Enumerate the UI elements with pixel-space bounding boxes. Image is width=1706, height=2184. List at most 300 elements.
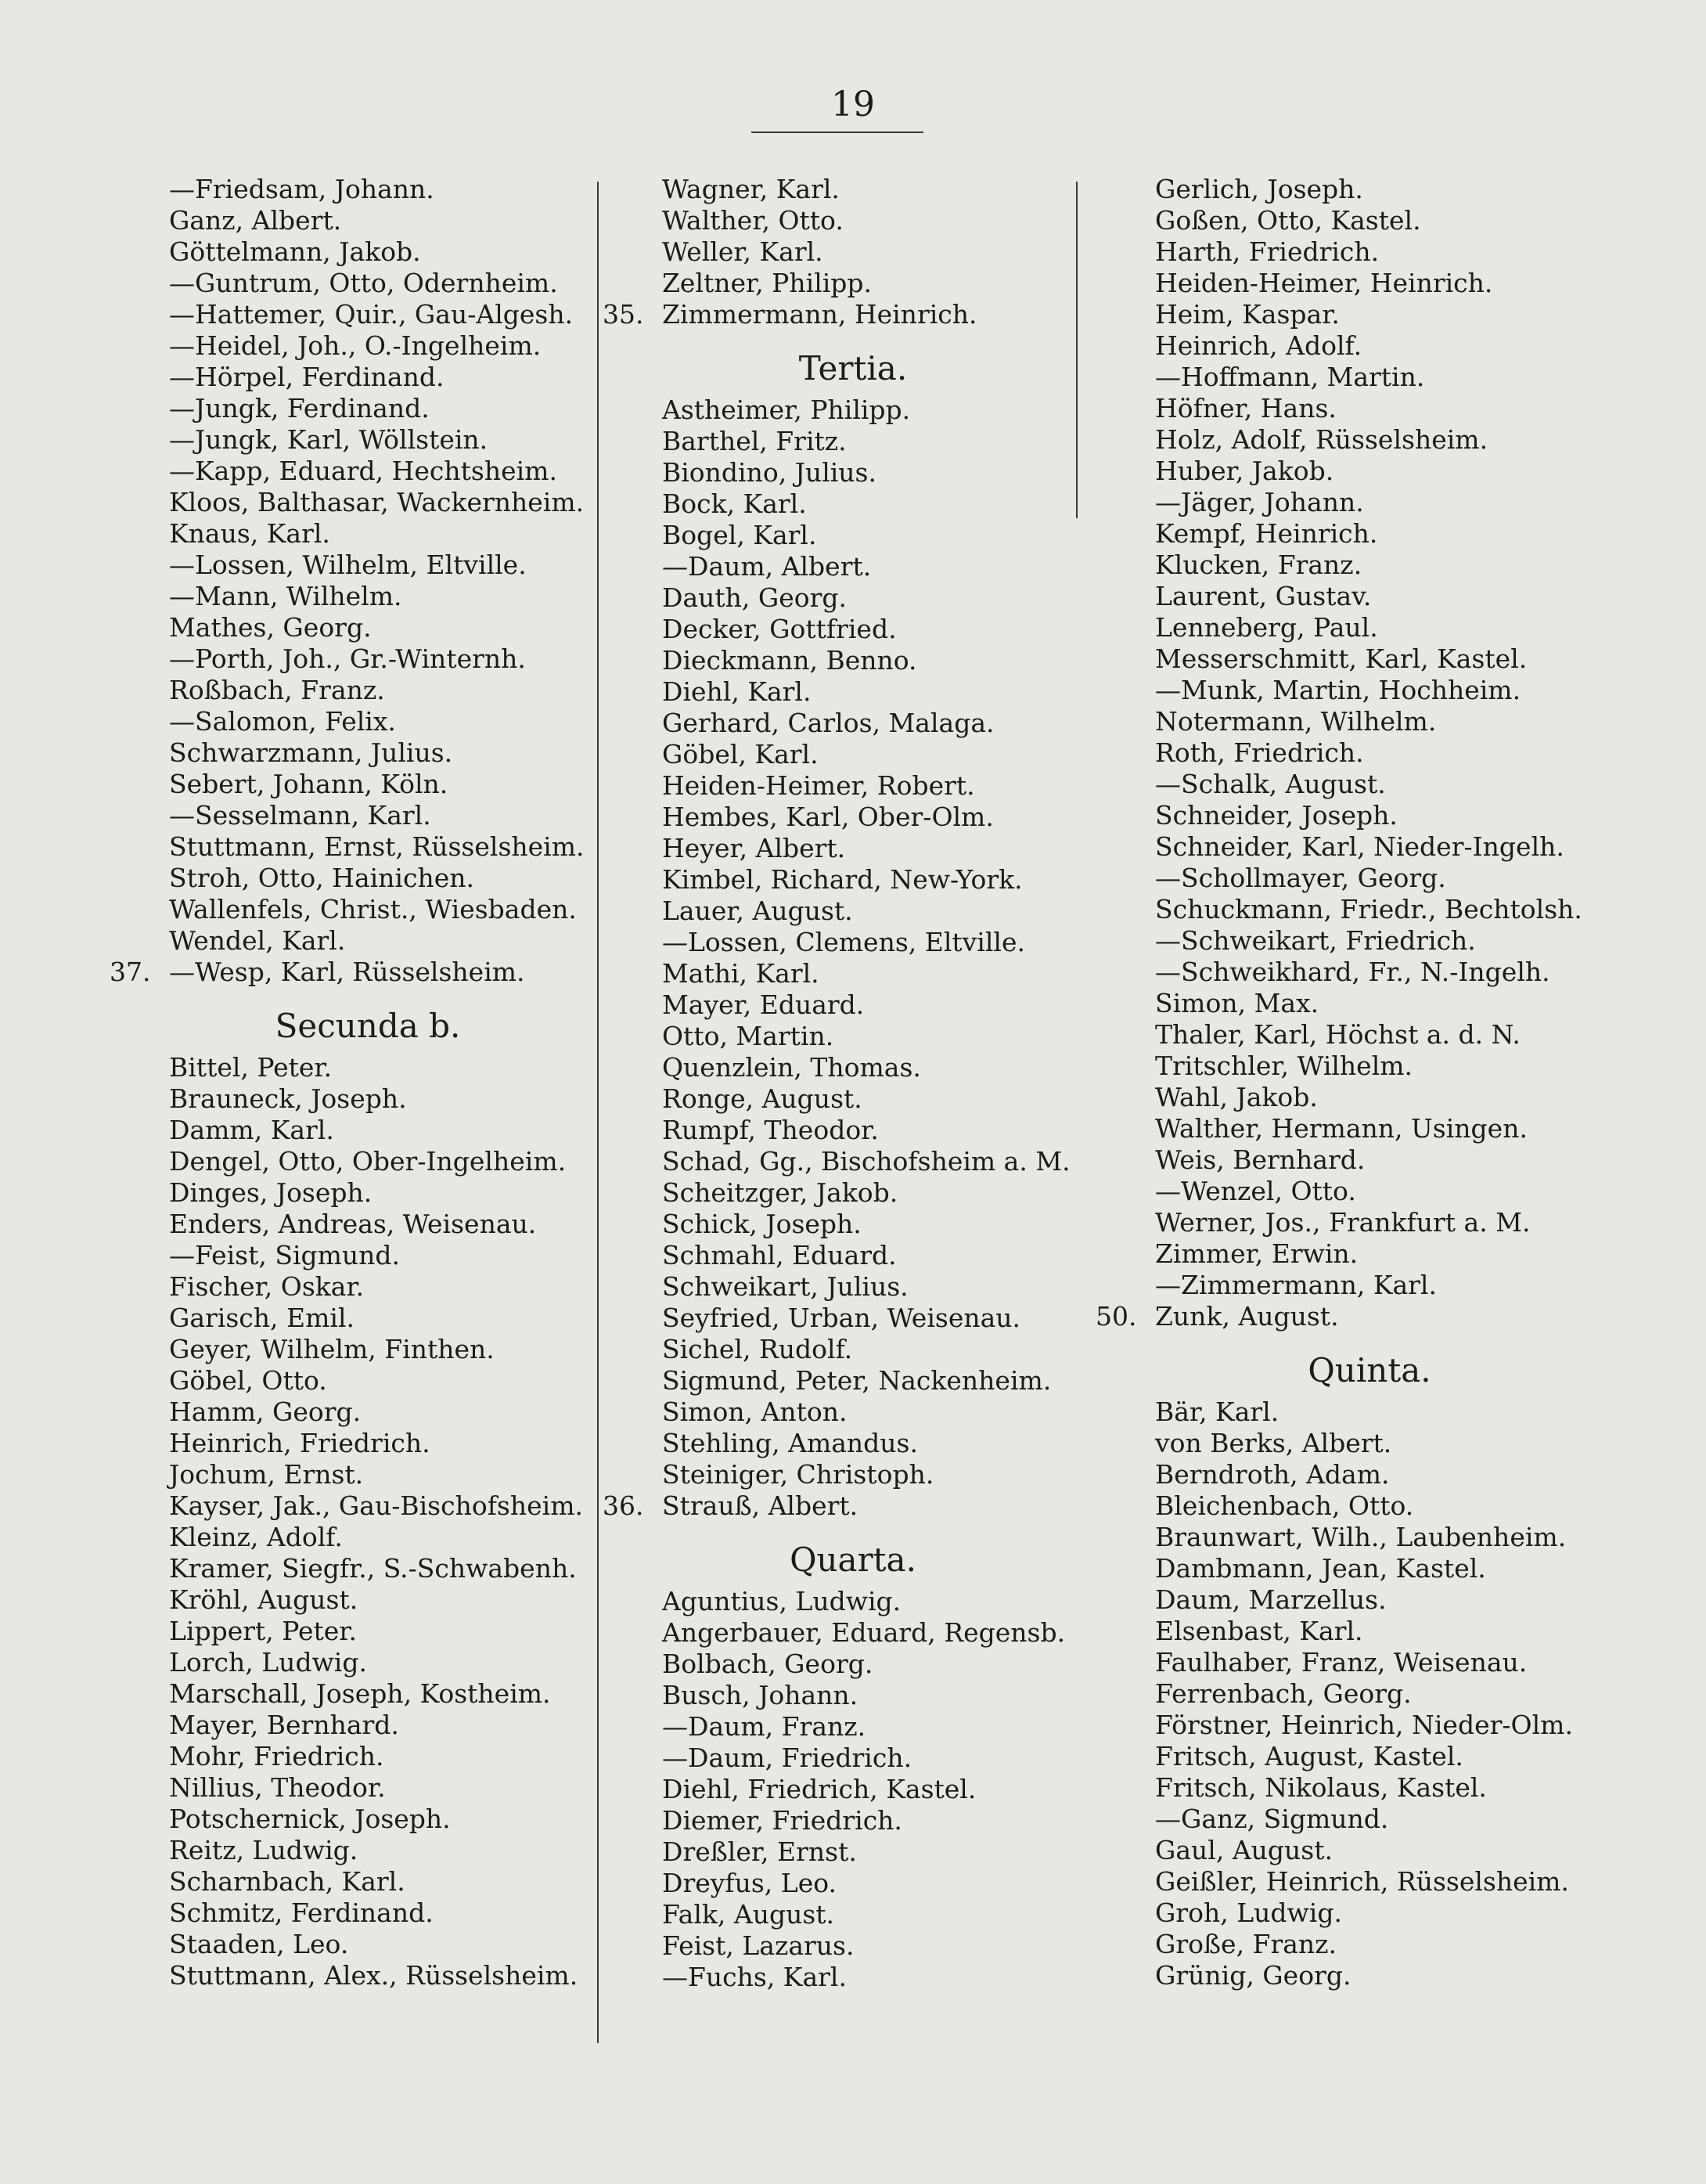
list-item	[603, 205, 1072, 236]
list-item	[110, 1459, 595, 1490]
list-item	[603, 708, 1072, 739]
list-item	[603, 1805, 1072, 1836]
list-item	[110, 1209, 595, 1240]
entry-name: Schmitz, Ferdinand.	[169, 1897, 434, 1928]
list-item	[603, 1303, 1072, 1334]
entry-name: —Schalk, August.	[1155, 769, 1386, 799]
entry-name: Thaler, Karl, Höchst a. d. N.	[1155, 1019, 1521, 1050]
entry-name: Klucken, Franz.	[1155, 550, 1362, 580]
entry-name: Roth, Friedrich.	[1155, 737, 1364, 768]
list-item	[1096, 1866, 1612, 1897]
list-item	[1096, 769, 1612, 800]
list-item	[110, 1553, 595, 1584]
entry-name: Bolbach, Georg.	[662, 1649, 873, 1679]
entry-name: von Berks, Albert.	[1155, 1428, 1392, 1458]
list-item	[603, 1052, 1072, 1083]
entry-name: Bittel, Peter.	[169, 1052, 333, 1083]
list-item	[603, 520, 1072, 551]
list-item	[1096, 1428, 1612, 1459]
entry-name: Mathes, Georg.	[169, 612, 372, 643]
list-item	[1096, 988, 1612, 1019]
list-item	[603, 236, 1072, 268]
entry-name: Weller, Karl.	[662, 236, 823, 267]
list-item	[603, 1146, 1072, 1177]
entry-name: Bock, Karl.	[662, 488, 807, 519]
entry-name: Heim, Kaspar.	[1155, 299, 1340, 330]
list-item	[603, 457, 1072, 488]
list-item	[603, 676, 1072, 708]
list-item	[603, 1680, 1072, 1711]
list-item	[603, 395, 1072, 426]
entry-name: Groh, Ludwig.	[1155, 1897, 1342, 1928]
list-item	[110, 1052, 595, 1083]
list-item	[1096, 863, 1612, 894]
list-item	[110, 1678, 595, 1710]
entry-name: —Zimmermann, Karl.	[1155, 1270, 1437, 1300]
entry-name: Angerbauer, Eduard, Regensb.	[662, 1617, 1066, 1648]
entry-name: —Hörpel, Ferdinand.	[169, 362, 444, 392]
entry-name: Fischer, Oskar.	[169, 1271, 365, 1302]
entry-name: Huber, Jakob.	[1155, 456, 1334, 486]
list-item	[110, 675, 595, 706]
entry-name: —Jungk, Ferdinand.	[169, 393, 430, 423]
entry-name: —Jungk, Karl, Wöllstein.	[169, 424, 488, 455]
list-item	[110, 1772, 595, 1804]
entry-name: Holz, Adolf, Rüsselsheim.	[1155, 424, 1488, 455]
entry-name: Kayser, Jak., Gau-Bischofsheim.	[169, 1490, 583, 1521]
list-item	[110, 1365, 595, 1397]
list-item	[603, 896, 1072, 927]
list-item	[603, 1365, 1072, 1397]
entry-name: Hamm, Georg.	[169, 1397, 362, 1427]
entry-name: Diehl, Friedrich, Kastel.	[662, 1774, 977, 1804]
list-item	[1096, 1678, 1612, 1710]
entry-name: Gerlich, Joseph.	[1155, 174, 1363, 204]
list-item	[1096, 1772, 1612, 1804]
list-item	[110, 205, 595, 236]
entry-name: Sebert, Johann, Köln.	[169, 769, 448, 799]
entry-name: Reitz, Ludwig.	[169, 1835, 358, 1865]
list-item	[1096, 957, 1612, 988]
list-item	[603, 739, 1072, 770]
list-item	[603, 1962, 1072, 1993]
entry-name: Wallenfels, Christ., Wiesbaden.	[169, 894, 577, 924]
entry-name: Lippert, Peter.	[169, 1616, 357, 1646]
entry-name: Astheimer, Philipp.	[662, 395, 911, 425]
list-item	[603, 299, 1072, 330]
list-item	[110, 769, 595, 800]
list-item	[1096, 424, 1612, 456]
list-item	[110, 236, 595, 268]
entry-name: Dauth, Georg.	[662, 582, 848, 613]
entry-name: —Daum, Albert.	[662, 551, 872, 582]
entry-name: Stehling, Amandus.	[662, 1428, 918, 1458]
entry-name: Zeltner, Philipp.	[662, 268, 873, 298]
entry-name: Enders, Andreas, Weisenau.	[169, 1209, 537, 1239]
list-item	[1096, 581, 1612, 612]
entry-name: Kramer, Siegfr., S.-Schwabenh.	[169, 1553, 577, 1584]
list-item	[603, 1899, 1072, 1930]
list-item	[1096, 706, 1612, 737]
list-item	[1096, 1051, 1612, 1082]
list-item	[603, 1021, 1072, 1052]
list-item	[603, 1428, 1072, 1459]
entry-name: Schad, Gg., Bischofsheim a. M.	[662, 1146, 1071, 1177]
list-item	[110, 268, 595, 299]
list-item	[110, 831, 595, 863]
entry-name: Wahl, Jakob.	[1155, 1082, 1318, 1112]
list-item	[1096, 1522, 1612, 1553]
list-item	[1096, 1082, 1612, 1113]
entry-name: Roßbach, Franz.	[169, 675, 385, 705]
list-item	[603, 958, 1072, 989]
list-item	[110, 393, 595, 424]
entry-name: Tritschler, Wilhelm.	[1155, 1051, 1413, 1081]
list-item	[1096, 737, 1612, 769]
page-number: 19	[831, 85, 875, 124]
list-item	[1096, 1019, 1612, 1051]
list-item	[1096, 1397, 1612, 1428]
list-item	[603, 1649, 1072, 1680]
entry-name: Dieckmann, Benno.	[662, 645, 917, 676]
entry-name: —Lossen, Clemens, Eltville.	[662, 927, 1025, 957]
entry-name: Sigmund, Peter, Nackenheim.	[662, 1365, 1052, 1396]
list-item	[1096, 1960, 1612, 1991]
entry-name: Laurent, Gustav.	[1155, 581, 1372, 611]
entry-name: Schneider, Joseph.	[1155, 800, 1398, 831]
entry-name: Große, Franz.	[1155, 1929, 1337, 1959]
entry-name: Dreßler, Ernst.	[662, 1836, 857, 1867]
entry-name: Jochum, Ernst.	[169, 1459, 364, 1490]
entry-name: Bleichenbach, Otto.	[1155, 1490, 1414, 1521]
entry-name: Mayer, Eduard.	[662, 989, 865, 1020]
column-divider-left	[597, 182, 599, 2043]
entry-name: —Lossen, Wilhelm, Eltville.	[169, 550, 527, 580]
entry-name: Heinrich, Adolf.	[1155, 330, 1362, 361]
list-item	[110, 518, 595, 550]
list-item	[1096, 1459, 1612, 1490]
entry-name: Staaden, Leo.	[169, 1929, 349, 1959]
list-item	[603, 1177, 1072, 1209]
list-item	[110, 581, 595, 612]
list-item	[1096, 925, 1612, 957]
entry-name: Strauß, Albert.	[662, 1490, 858, 1521]
entry-name: Faulhaber, Franz, Weisenau.	[1155, 1647, 1528, 1678]
entry-name: Heiden-Heimer, Robert.	[662, 770, 975, 801]
entry-name: Feist, Lazarus.	[662, 1930, 855, 1961]
entry-name: —Schollmayer, Georg.	[1155, 863, 1446, 893]
list-item	[603, 989, 1072, 1021]
entry-name: Hembes, Karl, Ober-Olm.	[662, 802, 994, 832]
list-item	[110, 1115, 595, 1146]
entry-name: —Munk, Martin, Hochheim.	[1155, 675, 1521, 705]
entry-name: Quenzlein, Thomas.	[662, 1052, 921, 1083]
entry-name: Schuckmann, Friedr., Bechtolsh.	[1155, 894, 1582, 924]
list-item	[1096, 1176, 1612, 1207]
list-item	[110, 1428, 595, 1459]
list-item	[603, 1586, 1072, 1617]
list-item	[1096, 1741, 1612, 1772]
list-item	[110, 1397, 595, 1428]
entry-name: Stroh, Otto, Hainichen.	[169, 863, 474, 893]
list-item	[1096, 831, 1612, 863]
list-item	[1096, 205, 1612, 236]
entry-name: Dengel, Otto, Ober-Ingelheim.	[169, 1146, 567, 1177]
entry-name: Lauer, August.	[662, 896, 853, 926]
entry-name: Daum, Marzellus.	[1155, 1584, 1387, 1615]
entry-name: —Mann, Wilhelm.	[169, 581, 402, 611]
entry-name: Walther, Otto.	[662, 205, 844, 236]
entry-name: —Schweikhard, Fr., N.-Ingelh.	[1155, 957, 1550, 987]
list-item	[1096, 1835, 1612, 1866]
entry-count: 37.	[110, 957, 151, 987]
entry-name: Dambmann, Jean, Kastel.	[1155, 1553, 1486, 1584]
list-item	[1096, 612, 1612, 643]
entry-name: Elsenbast, Karl.	[1155, 1616, 1363, 1646]
list-item	[110, 456, 595, 487]
list-item	[110, 299, 595, 330]
entry-name: Geyer, Wilhelm, Finthen.	[169, 1334, 495, 1364]
list-item	[1096, 1804, 1612, 1835]
entry-count: 50.	[1096, 1301, 1137, 1332]
entry-name: Dreyfus, Leo.	[662, 1868, 837, 1898]
entry-name: Mathi, Karl.	[662, 958, 819, 989]
section-heading: Tertia.	[798, 349, 908, 387]
entry-name: Garisch, Emil.	[169, 1303, 355, 1333]
list-item	[110, 1177, 595, 1209]
list-item	[110, 1804, 595, 1835]
entry-name: Ronge, August.	[662, 1083, 862, 1114]
list-item	[110, 1897, 595, 1929]
column-2	[603, 174, 1072, 1993]
entry-name: Ferrenbach, Georg.	[1155, 1678, 1412, 1709]
entry-name: Grünig, Georg.	[1155, 1960, 1351, 1991]
column-divider-right	[1076, 182, 1078, 518]
list-item	[603, 802, 1072, 833]
entry-name: Sichel, Rudolf.	[662, 1334, 853, 1364]
list-item	[1096, 800, 1612, 831]
list-item	[603, 1083, 1072, 1115]
list-item	[603, 770, 1072, 802]
list-item	[1096, 362, 1612, 393]
entry-name: Messerschmitt, Karl, Kastel.	[1155, 643, 1528, 674]
entry-name: Schwarzmann, Julius.	[169, 737, 453, 768]
list-item	[110, 1741, 595, 1772]
entry-name: Marschall, Joseph, Kostheim.	[169, 1678, 551, 1709]
entry-name: Gaul, August.	[1155, 1835, 1333, 1865]
entry-name: —Hattemer, Quir., Gau-Algesh.	[169, 299, 574, 330]
entry-name: Förstner, Heinrich, Nieder-Olm.	[1155, 1710, 1573, 1740]
entry-name: —Feist, Sigmund.	[169, 1240, 401, 1270]
list-item	[1096, 1144, 1612, 1176]
entry-name: Göttelmann, Jakob.	[169, 236, 421, 267]
entry-name: Biondino, Julius.	[662, 457, 876, 488]
entry-name: Dinges, Joseph.	[169, 1177, 373, 1208]
entry-name: Berndroth, Adam.	[1155, 1459, 1390, 1490]
list-item	[1096, 1616, 1612, 1647]
list-item	[1096, 299, 1612, 330]
list-item	[110, 330, 595, 362]
entry-name: Barthel, Fritz.	[662, 426, 847, 456]
list-item	[603, 1490, 1072, 1522]
list-item	[603, 1115, 1072, 1146]
list-item	[110, 800, 595, 831]
entry-name: Werner, Jos., Frankfurt a. M.	[1155, 1207, 1531, 1238]
list-item	[110, 957, 595, 988]
entry-name: Scheitzger, Jakob.	[662, 1177, 898, 1208]
entry-name: Bogel, Karl.	[662, 520, 817, 550]
entry-name: —Friedsam, Johann.	[169, 174, 434, 204]
list-item	[1096, 1710, 1612, 1741]
list-item	[1096, 268, 1612, 299]
list-item	[110, 1146, 595, 1177]
entry-name: Potschernick, Joseph.	[169, 1804, 451, 1834]
list-item	[1096, 1113, 1612, 1144]
entry-name: Lenneberg, Paul.	[1155, 612, 1378, 643]
list-item	[110, 706, 595, 737]
list-item	[110, 424, 595, 456]
section-heading: Quinta.	[1308, 1351, 1431, 1389]
list-item	[603, 927, 1072, 958]
list-item	[110, 612, 595, 643]
list-item	[1096, 1238, 1612, 1270]
list-item	[603, 1209, 1072, 1240]
list-item	[603, 582, 1072, 614]
entry-name: Simon, Anton.	[662, 1397, 848, 1427]
list-item	[1096, 1584, 1612, 1616]
list-item	[1096, 518, 1612, 550]
entry-name: —Ganz, Sigmund.	[1155, 1804, 1389, 1834]
list-item	[1096, 1270, 1612, 1301]
entry-name: Göbel, Karl.	[662, 739, 819, 769]
entry-name: Kröhl, August.	[169, 1584, 358, 1615]
entry-name: Weis, Bernhard.	[1155, 1144, 1366, 1175]
list-item	[1096, 174, 1612, 205]
entry-name: Seyfried, Urban, Weisenau.	[662, 1303, 1021, 1333]
list-item	[110, 1866, 595, 1897]
list-item	[603, 1774, 1072, 1805]
list-item	[1096, 1490, 1612, 1522]
list-item	[1096, 456, 1612, 487]
list-item	[603, 1459, 1072, 1490]
entry-name: Otto, Martin.	[662, 1021, 834, 1051]
entry-name: Diehl, Karl.	[662, 676, 812, 707]
entry-name: Kempf, Heinrich.	[1155, 518, 1378, 549]
list-item	[1096, 393, 1612, 424]
list-item	[110, 1522, 595, 1553]
entry-name: Zunk, August.	[1155, 1301, 1339, 1332]
entry-name: Damm, Karl.	[169, 1115, 334, 1145]
entry-name: Notermann, Wilhelm.	[1155, 706, 1437, 737]
entry-name: Schweikart, Julius.	[662, 1271, 909, 1302]
list-item	[603, 268, 1072, 299]
list-item	[1096, 1929, 1612, 1960]
list-item	[603, 1271, 1072, 1303]
list-item	[603, 1334, 1072, 1365]
list-item	[110, 1616, 595, 1647]
page-number-rule	[751, 132, 923, 133]
entry-name: Braunwart, Wilh., Laubenheim.	[1155, 1522, 1567, 1552]
entry-name: Heinrich, Friedrich.	[169, 1428, 430, 1458]
section-heading: Secunda b.	[275, 1007, 461, 1045]
list-item	[603, 1711, 1072, 1743]
list-item	[110, 1083, 595, 1115]
list-item	[603, 1868, 1072, 1899]
entry-name: Nillius, Theodor.	[169, 1772, 386, 1803]
entry-name: Mohr, Friedrich.	[169, 1741, 384, 1771]
list-item	[1096, 1553, 1612, 1584]
entry-name: Heiden-Heimer, Heinrich.	[1155, 268, 1493, 298]
entry-name: Aguntius, Ludwig.	[662, 1586, 902, 1616]
entry-name: —Salomon, Felix.	[169, 706, 396, 737]
entry-name: Fritsch, Nikolaus, Kastel.	[1155, 1772, 1487, 1803]
list-item	[110, 1490, 595, 1522]
list-item	[110, 1240, 595, 1271]
entry-name: —Schweikart, Friedrich.	[1155, 925, 1476, 956]
entry-name: Steiniger, Christoph.	[662, 1459, 934, 1490]
entry-count: 36.	[603, 1490, 644, 1521]
entry-name: Göbel, Otto.	[169, 1365, 327, 1396]
entry-name: Goßen, Otto, Kastel.	[1155, 205, 1421, 236]
column-1	[110, 174, 595, 1991]
list-item	[110, 1710, 595, 1741]
entry-name: Höfner, Hans.	[1155, 393, 1337, 423]
list-item	[110, 894, 595, 925]
entry-name: Zimmer, Erwin.	[1155, 1238, 1359, 1269]
entry-name: Kloos, Balthasar, Wackernheim.	[169, 487, 585, 517]
entry-name: —Daum, Friedrich.	[662, 1743, 912, 1773]
entry-name: Bär, Karl.	[1155, 1397, 1280, 1427]
list-item	[110, 1835, 595, 1866]
entry-name: —Guntrum, Otto, Odernheim.	[169, 268, 558, 298]
list-item	[603, 1836, 1072, 1868]
list-item	[110, 1960, 595, 1991]
entry-name: Simon, Max.	[1155, 988, 1319, 1018]
list-item	[110, 1303, 595, 1334]
list-item	[603, 864, 1072, 896]
entry-name: —Kapp, Eduard, Hechtsheim.	[169, 456, 557, 486]
list-item	[110, 362, 595, 393]
list-item	[110, 737, 595, 769]
list-item	[110, 550, 595, 581]
list-item	[603, 833, 1072, 864]
entry-name: Wagner, Karl.	[662, 174, 840, 204]
entry-name: Fritsch, August, Kastel.	[1155, 1741, 1463, 1771]
entry-name: —Jäger, Johann.	[1155, 487, 1364, 517]
entry-name: Schick, Joseph.	[662, 1209, 862, 1239]
entry-name: Schmahl, Eduard.	[662, 1240, 897, 1270]
entry-name: Falk, August.	[662, 1899, 835, 1930]
list-item	[603, 1743, 1072, 1774]
list-item	[1096, 550, 1612, 581]
list-item	[603, 614, 1072, 645]
entry-name: Ganz, Albert.	[169, 205, 342, 236]
entry-name: Lorch, Ludwig.	[169, 1647, 367, 1678]
entry-name: Schneider, Karl, Nieder-Ingelh.	[1155, 831, 1564, 862]
entry-name: —Daum, Franz.	[662, 1711, 866, 1742]
list-item	[1096, 1301, 1612, 1332]
list-item	[1096, 643, 1612, 675]
entry-name: Scharnbach, Karl.	[169, 1866, 405, 1897]
list-item	[603, 1617, 1072, 1649]
list-item	[1096, 675, 1612, 706]
entry-name: —Wenzel, Otto.	[1155, 1176, 1356, 1206]
entry-name: Gerhard, Carlos, Malaga.	[662, 708, 995, 738]
entry-name: Wendel, Karl.	[169, 925, 346, 956]
list-item	[1096, 1647, 1612, 1678]
entry-name: —Fuchs, Karl.	[662, 1962, 847, 1992]
entry-name: —Porth, Joh., Gr.-Winternh.	[169, 643, 526, 674]
